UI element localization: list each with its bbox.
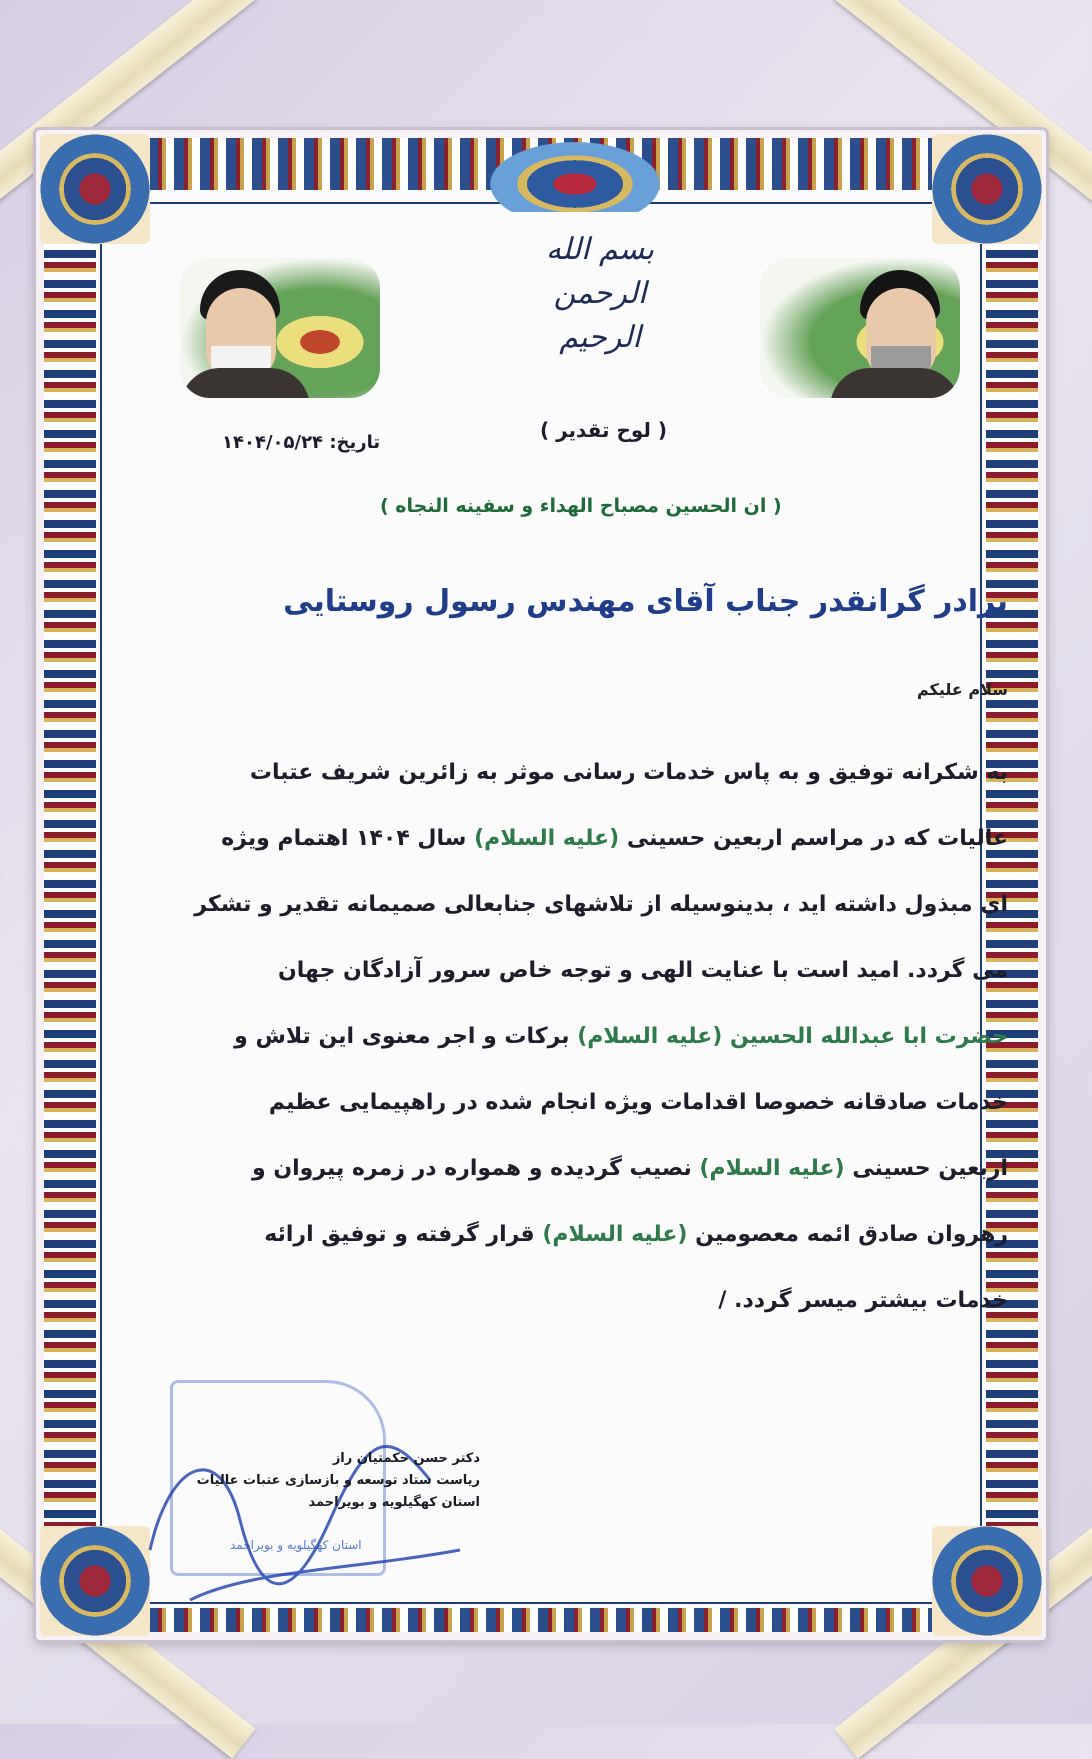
- corner-ornament-top-left: [40, 134, 150, 244]
- top-medallion-ornament: [490, 142, 660, 212]
- body-text-segment: سال ۱۴۰۴ اهتمام ویژه: [221, 826, 475, 851]
- stamp-text: استان کهگیلویه و بویراحمد: [230, 1538, 362, 1552]
- signatory-name: دکتر حسن حکمتیان راز: [332, 1451, 480, 1466]
- honorific-green: (علیه السلام): [474, 826, 620, 851]
- body-line: به شکرانه توفیق و به پاس خدمات رسانی موثر به زائرین شریف عتبات: [249, 760, 1008, 785]
- certificate-title: ( لوح تقدیر ): [540, 418, 668, 442]
- left-border-pattern: [44, 190, 96, 1608]
- body-text-segment: رهروان صادق ائمه معصومین: [687, 1222, 1008, 1247]
- body-line: خدمات صادقانه خصوصا اقدامات ویژه انجام شده در راهپیمایی عظیم: [268, 1090, 1008, 1115]
- hadith-subtitle: ( ان الحسین مصباح الهداء و سفینه النجاه ): [380, 495, 782, 517]
- body-text-segment: نصیب گردیده و همواره در زمره پیروان و: [252, 1156, 700, 1181]
- robe: [180, 368, 310, 398]
- honorific-green: (علیه السلام): [542, 1222, 688, 1247]
- bismillah-calligraphy: بسم الله الرحمن الرحیم: [545, 232, 655, 355]
- handwritten-signature: [130, 1400, 470, 1630]
- corner-ornament-top-right: [932, 134, 1042, 244]
- certificate-body: [128, 740, 1008, 1334]
- robe: [830, 368, 960, 398]
- greeting: سلام علیکم: [916, 680, 1008, 699]
- body-text-segment: عالیات که در مراسم اربعین حسینی: [619, 826, 1008, 851]
- honorific-green: (علیه السلام): [699, 1156, 845, 1181]
- signatory-title: ریاست ستاد توسعه و بازسازی عتبات عالیات: [196, 1473, 480, 1488]
- portrait-left: [180, 258, 380, 398]
- corner-ornament-bottom-right: [932, 1526, 1042, 1636]
- honorific-green: حضرت ابا عبدالله الحسین (علیه السلام): [577, 1024, 1008, 1049]
- body-text-segment: اربعین حسینی: [844, 1156, 1008, 1181]
- body-line: ای مبذول داشته اید ، بدینوسیله از تلاشهای جنابعالی صمیمانه تقدیر و تشکر: [194, 892, 1008, 917]
- date-label: تاریخ: ۱۴۰۴/۰۵/۲۴: [222, 432, 381, 453]
- portrait-right: [760, 258, 960, 398]
- body-line: می گردد. امید است با عنایت الهی و توجه خاص سرور آزادگان جهان: [277, 958, 1008, 983]
- body-line: [128, 1202, 1008, 1268]
- recipient-name: برادر گرانقدر جناب آقای مهندس رسول روستایی: [283, 584, 1008, 619]
- body-line: [128, 1004, 1008, 1070]
- body-text-segment: برکات و اجر معنوی این تلاش و: [234, 1024, 578, 1049]
- body-line: خدمات بیشتر میسر گردد. /: [718, 1288, 1008, 1313]
- body-line: [128, 1136, 1008, 1202]
- body-text-segment: قرار گرفته و توفیق ارائه: [264, 1222, 543, 1247]
- signature-block: [160, 1448, 480, 1514]
- body-line: [128, 806, 1008, 872]
- signatory-province: استان کهگیلویه و بویراحمد: [308, 1495, 480, 1510]
